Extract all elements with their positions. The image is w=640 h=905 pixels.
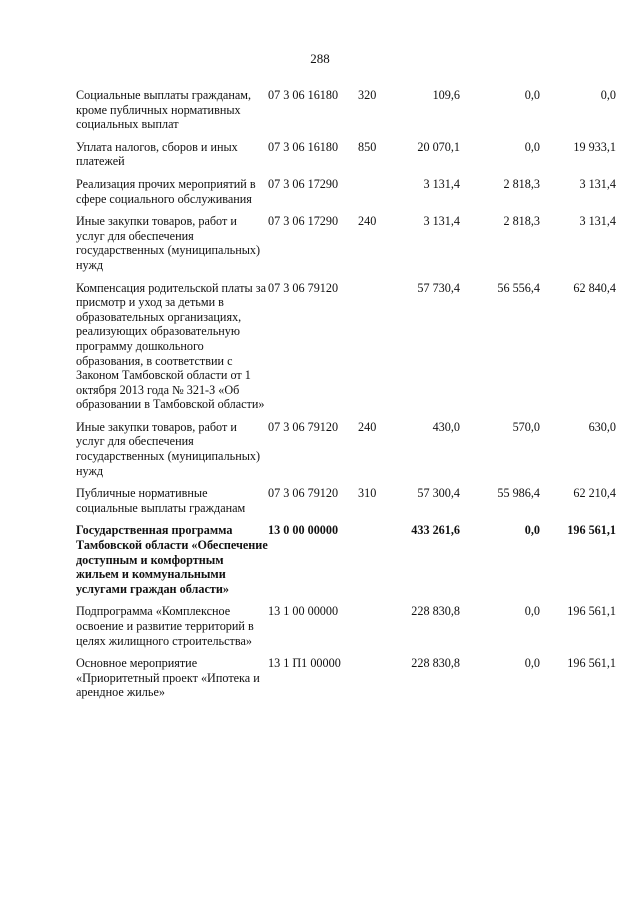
row-value-1: 3 131,4 (423, 176, 460, 191)
row-value-2: 55 986,4 (497, 486, 540, 501)
row-value-3: 3 131,4 (579, 176, 616, 191)
row-code: 07 3 06 17290 (268, 176, 339, 191)
row-name: Компенсация родительской платы за присмотр и уход за детьми в образовательных организациях, реализующих образовательную программу дошкольного образования, в соответствии с Законом Тамбовской области от 1 октября 2013 года № 321-З «Об образовании в Тамбовской области» (76, 280, 267, 412)
table-row (76, 214, 616, 280)
row-value-2: 570,0 (512, 419, 540, 434)
row-name: Реализация прочих мероприятий в сфере социального обслуживания (76, 176, 256, 206)
row-value-2: 0,0 (524, 88, 540, 102)
row-name: Публичные нормативные социальные выплаты гражданам (76, 486, 246, 515)
table-row (76, 420, 616, 486)
table-row (76, 656, 616, 708)
row-value-1: 57 300,4 (417, 486, 460, 501)
row-expense-type: 240 (358, 419, 377, 434)
row-expense-type (358, 604, 390, 656)
table-row (76, 486, 616, 523)
row-value-2: 0,0 (524, 523, 540, 538)
row-code: 07 3 06 79120 (268, 280, 339, 295)
row-expense-type: 850 (358, 139, 377, 154)
row-name: Государственная программа Тамбовской области «Обеспечение доступным и комфортным жильем и коммунальными услугами граждан области» (76, 523, 268, 596)
row-expense-type: 320 (358, 88, 377, 102)
row-value-3: 196 561,1 (567, 656, 616, 671)
table-row (76, 177, 616, 214)
row-value-1: 57 730,4 (417, 280, 460, 295)
row-code: 07 3 06 79120 (268, 419, 339, 434)
row-value-3: 630,0 (588, 419, 616, 434)
row-name: Социальные выплаты гражданам, кроме публичных нормативных социальных выплат (76, 88, 252, 132)
row-code: 07 3 06 16180 (268, 139, 339, 154)
row-value-3: 3 131,4 (579, 214, 616, 229)
row-name: Уплата налогов, сборов и иных платежей (76, 139, 238, 169)
row-value-3: 196 561,1 (567, 523, 616, 538)
row-value-3: 0,0 (600, 88, 616, 102)
row-expense-type (358, 523, 390, 604)
table-row (76, 281, 616, 420)
table-row (76, 140, 616, 177)
row-value-1: 20 070,1 (417, 139, 460, 154)
row-value-2: 2 818,3 (503, 214, 540, 229)
table-row (76, 88, 616, 140)
row-code: 13 1 П1 00000 (268, 656, 341, 671)
row-expense-type: 240 (358, 214, 377, 229)
row-code: 13 0 00 00000 (268, 523, 339, 538)
row-expense-type (358, 656, 390, 708)
row-expense-type (358, 177, 390, 214)
page-number: 288 (310, 51, 330, 66)
row-value-1: 430,0 (432, 419, 460, 434)
row-value-2: 2 818,3 (503, 176, 540, 191)
row-value-2: 0,0 (524, 656, 540, 671)
row-value-1: 3 131,4 (423, 214, 460, 229)
row-name: Подпрограмма «Комплексное освоение и развитие территорий в целях жилищного строительства» (76, 604, 254, 648)
row-value-1: 228 830,8 (411, 656, 460, 671)
row-value-2: 0,0 (524, 604, 540, 619)
row-value-1: 228 830,8 (411, 604, 460, 619)
row-code: 07 3 06 79120 (268, 486, 339, 501)
row-name: Иные закупки товаров, работ и услуг для обеспечения государственных (муниципальных) нужд (76, 214, 261, 272)
table-row (76, 604, 616, 656)
budget-table (76, 88, 616, 708)
row-value-2: 0,0 (524, 139, 540, 154)
row-expense-type (358, 281, 390, 420)
row-value-3: 196 561,1 (567, 604, 616, 619)
row-value-1: 433 261,6 (411, 523, 460, 538)
row-value-2: 56 556,4 (497, 280, 540, 295)
row-code: 07 3 06 17290 (268, 214, 339, 229)
row-value-3: 19 933,1 (573, 139, 616, 154)
row-value-3: 62 210,4 (573, 486, 616, 501)
row-value-1: 109,6 (432, 88, 460, 102)
row-code: 07 3 06 16180 (268, 88, 339, 102)
row-value-3: 62 840,4 (573, 280, 616, 295)
table-row (76, 523, 616, 604)
row-expense-type: 310 (358, 486, 377, 501)
row-name: Основное мероприятие «Приоритетный проект «Ипотека и арендное жилье» (76, 656, 260, 700)
row-name: Иные закупки товаров, работ и услуг для обеспечения государственных (муниципальных) нужд (76, 419, 261, 478)
row-code: 13 1 00 00000 (268, 604, 339, 619)
